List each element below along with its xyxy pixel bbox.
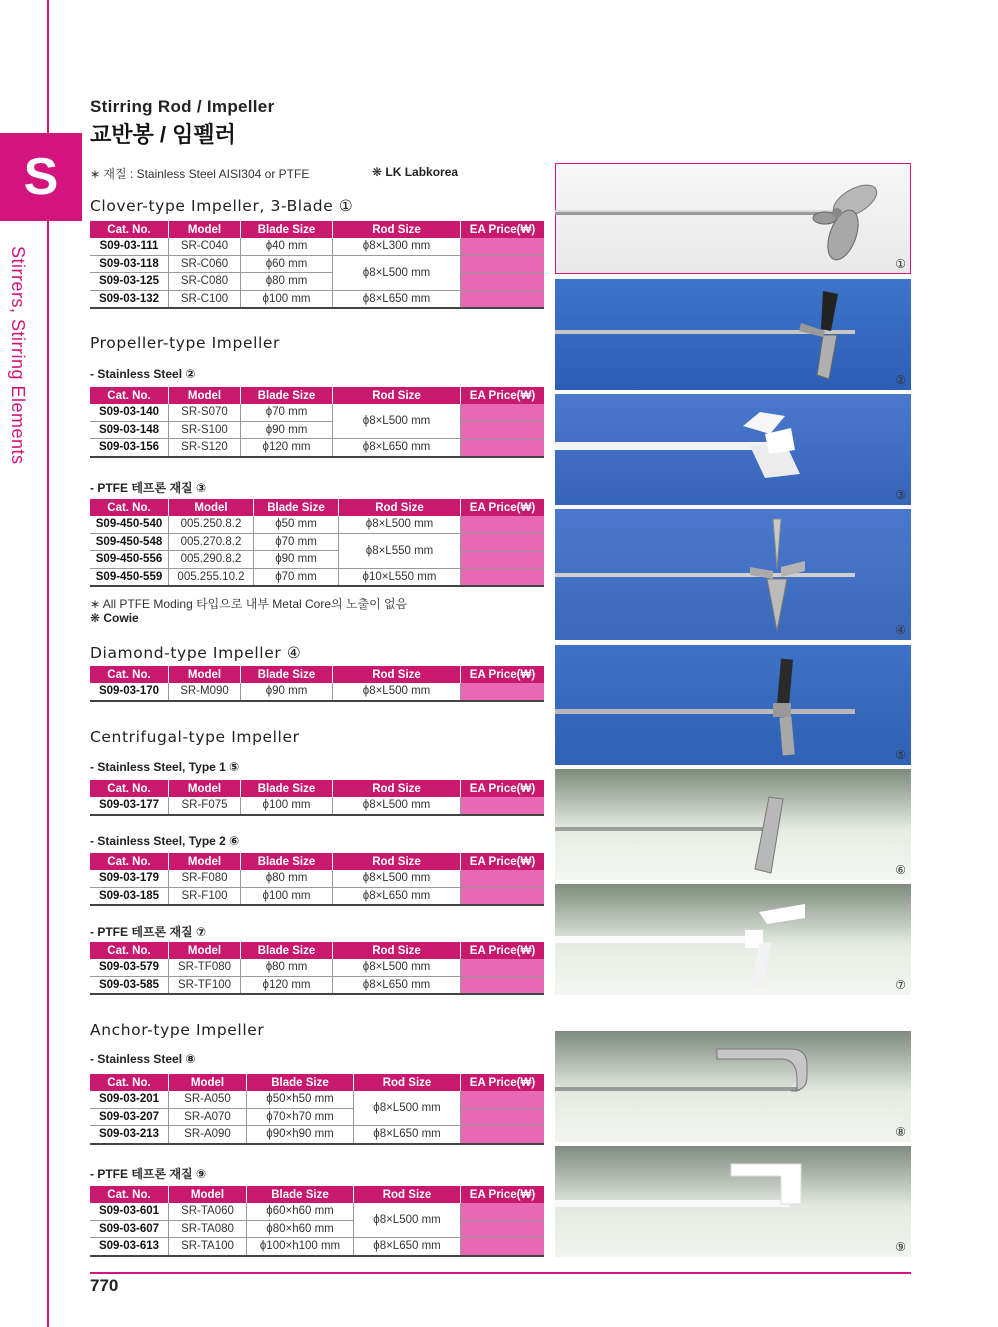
table-row: [90, 1126, 544, 1144]
blade-size: ϕ100 mm: [241, 887, 333, 905]
rod-size: ϕ8×L500 mm: [354, 1203, 461, 1238]
col-blade: Blade Size: [241, 853, 333, 870]
price: [461, 439, 545, 457]
table-row: [90, 404, 544, 421]
page-title-en: Stirring Rod / Impeller: [90, 97, 275, 116]
side-label: [7, 246, 47, 506]
col-rod: Rod Size: [333, 942, 461, 959]
cat-no: S09-450-548: [90, 533, 169, 551]
col-blade: Blade Size: [247, 1074, 354, 1091]
diamond-impeller-icon: [555, 645, 911, 765]
photo-propeller-ptfe: [555, 394, 911, 505]
section-diamond: Diamond-type Impeller ④: [90, 644, 302, 662]
col-model: Model: [169, 780, 241, 797]
rod-size: ϕ8×L500 mm: [333, 683, 461, 701]
blade-size: ϕ70 mm: [254, 533, 339, 551]
rod-size: ϕ8×L650 mm: [333, 887, 461, 905]
table-prop-ss: [90, 387, 544, 458]
blade-size: ϕ100 mm: [241, 797, 333, 815]
blade-size: ϕ90×h90 mm: [247, 1126, 354, 1144]
cat-no: S09-03-585: [90, 976, 169, 994]
photo-number: ⑤: [895, 748, 906, 762]
photo-number: ⑨: [895, 1240, 906, 1254]
price: [461, 1203, 545, 1220]
model: SR-TF080: [169, 959, 241, 976]
subsection-cent-ss2: - Stainless Steel, Type 2 ⑥: [90, 834, 240, 848]
cat-no: S09-03-148: [90, 421, 169, 439]
model: SR-A070: [169, 1108, 247, 1126]
price: [461, 568, 545, 586]
table-row: [90, 887, 544, 905]
col-model: Model: [169, 853, 241, 870]
price: [461, 255, 545, 273]
cat-no: S09-03-140: [90, 404, 169, 421]
col-price: EA Price(₩): [461, 666, 545, 683]
photo-number: ⑧: [895, 1125, 906, 1139]
blade-size: ϕ100×h100 mm: [247, 1238, 354, 1256]
model: SR-TA060: [169, 1203, 247, 1220]
col-model: Model: [169, 499, 254, 516]
col-price: EA Price(₩): [461, 853, 545, 870]
model: SR-TA080: [169, 1220, 247, 1238]
table-row: [90, 1203, 544, 1220]
table-row: [90, 568, 544, 586]
table-row: [90, 551, 544, 569]
table-prop-ptfe: [90, 499, 544, 587]
photo-anchor-ptfe: [555, 1146, 911, 1257]
blade-size: ϕ120 mm: [241, 976, 333, 994]
table-row: [90, 533, 544, 551]
price: [461, 1220, 545, 1238]
cat-no: S09-03-177: [90, 797, 169, 815]
subsection-cent-ss1: - Stainless Steel, Type 1 ⑤: [90, 760, 240, 774]
table-row: [90, 273, 544, 291]
col-rod: Rod Size: [333, 853, 461, 870]
col-cat: Cat. No.: [90, 853, 169, 870]
propeller-impeller-icon: [555, 279, 911, 390]
blade-size: ϕ70 mm: [254, 568, 339, 586]
model: SR-TA100: [169, 1238, 247, 1256]
col-cat: Cat. No.: [90, 1186, 169, 1203]
table-row: [90, 238, 544, 255]
photo-propeller-ss: [555, 279, 911, 390]
col-blade: Blade Size: [241, 666, 333, 683]
rod-size: ϕ8×L650 mm: [333, 290, 461, 308]
rod-size: ϕ8×L500 mm: [333, 870, 461, 887]
col-rod: Rod Size: [339, 499, 461, 516]
col-rod: Rod Size: [333, 221, 461, 238]
table-row: [90, 290, 544, 308]
col-price: EA Price(₩): [461, 221, 545, 238]
section-centrifugal: Centrifugal-type Impeller: [90, 728, 300, 746]
cat-no: S09-450-556: [90, 551, 169, 569]
col-rod: Rod Size: [354, 1074, 461, 1091]
price: [461, 273, 545, 291]
table-row: [90, 421, 544, 439]
col-rod: Rod Size: [354, 1186, 461, 1203]
material-note: ∗ 재질 : Stainless Steel AISI304 or PTFE: [90, 167, 310, 181]
price: [461, 1238, 545, 1256]
rod-size: ϕ8×L650 mm: [333, 439, 461, 457]
col-cat: Cat. No.: [90, 942, 169, 959]
table-cent-ptfe: [90, 942, 544, 995]
model: SR-F100: [169, 887, 241, 905]
model: 005.255.10.2: [169, 568, 254, 586]
rod-size: ϕ8×L500 mm: [333, 959, 461, 976]
col-cat: Cat. No.: [90, 221, 169, 238]
rod-size: ϕ10×L550 mm: [339, 568, 461, 586]
col-model: Model: [169, 221, 241, 238]
cat-no: S09-03-118: [90, 255, 169, 273]
model: SR-C080: [169, 273, 241, 291]
section-anchor: Anchor-type Impeller: [90, 1021, 265, 1039]
col-cat: Cat. No.: [90, 1074, 169, 1091]
blade-size: ϕ70 mm: [241, 404, 333, 421]
blade-size: ϕ80 mm: [241, 870, 333, 887]
model: SR-F080: [169, 870, 241, 887]
blade-size: ϕ80×h60 mm: [247, 1220, 354, 1238]
photo-centrifugal-ptfe: [555, 884, 911, 995]
col-model: Model: [169, 1074, 247, 1091]
col-price: EA Price(₩): [461, 1074, 545, 1091]
photo-anchor-ss: [555, 1031, 911, 1142]
cat-no: S09-03-111: [90, 238, 169, 255]
section-propeller: Propeller-type Impeller: [90, 334, 281, 352]
table-row: [90, 1220, 544, 1238]
photo-clover-impeller: [555, 163, 911, 274]
blade-size: ϕ60×h60 mm: [247, 1203, 354, 1220]
photo-number: ②: [895, 373, 906, 387]
model: SR-S120: [169, 439, 241, 457]
rod-size: ϕ8×L650 mm: [354, 1126, 461, 1144]
photo-centrifugal-ss: [555, 769, 911, 880]
model: SR-F075: [169, 797, 241, 815]
blade-size: ϕ40 mm: [241, 238, 333, 255]
rod-size: ϕ8×L500 mm: [339, 516, 461, 533]
col-cat: Cat. No.: [90, 499, 169, 516]
price: [461, 1091, 545, 1108]
col-rod: Rod Size: [333, 780, 461, 797]
price: [461, 533, 545, 551]
table-cent-ss1: [90, 780, 544, 816]
col-rod: Rod Size: [333, 387, 461, 404]
cat-no: S09-03-132: [90, 290, 169, 308]
col-blade: Blade Size: [241, 221, 333, 238]
cat-no: S09-03-579: [90, 959, 169, 976]
anchor-impeller-icon: [555, 1031, 911, 1142]
col-cat: Cat. No.: [90, 666, 169, 683]
table-row: [90, 1108, 544, 1126]
cat-no: S09-03-613: [90, 1238, 169, 1256]
rod-size: ϕ8×L300 mm: [333, 238, 461, 255]
photo-number: ③: [895, 488, 906, 502]
price: [461, 683, 545, 701]
price: [461, 959, 545, 976]
price: [461, 797, 545, 815]
col-price: EA Price(₩): [461, 387, 545, 404]
centrifugal-ptfe-icon: [555, 884, 911, 995]
photo-number: ①: [895, 257, 906, 271]
col-cat: Cat. No.: [90, 780, 169, 797]
anchor-ptfe-icon: [555, 1146, 911, 1257]
col-price: EA Price(₩): [461, 1186, 545, 1203]
price: [461, 551, 545, 569]
blade-size: ϕ90 mm: [241, 683, 333, 701]
rod-size: ϕ8×L650 mm: [333, 976, 461, 994]
price: [461, 1126, 545, 1144]
table-cent-ss2: [90, 853, 544, 906]
col-blade: Blade Size: [254, 499, 339, 516]
cat-no: S09-03-170: [90, 683, 169, 701]
photo-propeller-ptfe-2: [555, 509, 911, 640]
col-model: Model: [169, 1186, 247, 1203]
model: SR-TF100: [169, 976, 241, 994]
col-blade: Blade Size: [241, 780, 333, 797]
rod-size: ϕ8×L500 mm: [354, 1091, 461, 1126]
blade-size: ϕ80 mm: [241, 273, 333, 291]
photo-number: ⑦: [895, 978, 906, 992]
col-cat: Cat. No.: [90, 387, 169, 404]
price: [461, 421, 545, 439]
cat-no: S09-03-601: [90, 1203, 169, 1220]
col-blade: Blade Size: [241, 942, 333, 959]
page-title-ko: 교반봉 / 임펠러: [90, 122, 236, 147]
centrifugal-impeller-icon: [555, 769, 911, 880]
table-anchor-ss: [90, 1074, 544, 1145]
col-model: Model: [169, 666, 241, 683]
model: 005.250.8.2: [169, 516, 254, 533]
rod-size: ϕ8×L500 mm: [333, 404, 461, 439]
brand-labkorea: ❋ LK Labkorea: [372, 165, 459, 179]
ptfe-note: ∗ All PTFE Moding 타입으로 내부 Metal Core의 노출이 없음: [90, 597, 408, 611]
subsection-prop-ss: - Stainless Steel ②: [90, 367, 196, 381]
subsection-anchor-ss: - Stainless Steel ⑧: [90, 1052, 196, 1066]
rod-size: ϕ8×L650 mm: [354, 1238, 461, 1256]
subsection-cent-ptfe: - PTFE 테프론 재질 ⑦: [90, 925, 207, 939]
rod-size: ϕ8×L500 mm: [333, 797, 461, 815]
photo-diamond: [555, 645, 911, 765]
cat-no: S09-450-540: [90, 516, 169, 533]
col-model: Model: [169, 387, 241, 404]
price: [461, 516, 545, 533]
table-anchor-ptfe: [90, 1186, 544, 1257]
table-row: [90, 1091, 544, 1108]
table-row: [90, 797, 544, 815]
cat-no: S09-03-179: [90, 870, 169, 887]
model: SR-C040: [169, 238, 241, 255]
model: 005.270.8.2: [169, 533, 254, 551]
table-clover: [90, 221, 544, 309]
table-row: [90, 870, 544, 887]
cat-no: S09-03-213: [90, 1126, 169, 1144]
blade-size: ϕ80 mm: [241, 959, 333, 976]
section-clover: Clover-type Impeller, 3-Blade ①: [90, 197, 354, 215]
side-label-text: Stirrers, Stirring Elements: [8, 246, 28, 465]
model: 005.290.8.2: [169, 551, 254, 569]
model: SR-M090: [169, 683, 241, 701]
blade-size: ϕ50×h50 mm: [247, 1091, 354, 1108]
propeller-ptfe-icon: [555, 394, 911, 505]
cat-no: S09-03-201: [90, 1091, 169, 1108]
table-row: [90, 683, 544, 701]
blade-size: ϕ100 mm: [241, 290, 333, 308]
model: SR-C100: [169, 290, 241, 308]
col-price: EA Price(₩): [461, 499, 545, 516]
clover-impeller-icon: [555, 163, 911, 274]
blade-size: ϕ120 mm: [241, 439, 333, 457]
rod-size: ϕ8×L550 mm: [339, 533, 461, 568]
table-row: [90, 976, 544, 994]
table-row: [90, 1238, 544, 1256]
blade-size: ϕ50 mm: [254, 516, 339, 533]
col-blade: Blade Size: [241, 387, 333, 404]
price: [461, 887, 545, 905]
cat-no: S09-03-607: [90, 1220, 169, 1238]
price: [461, 290, 545, 308]
price: [461, 238, 545, 255]
model: SR-A050: [169, 1091, 247, 1108]
table-row: [90, 255, 544, 273]
table-row: [90, 439, 544, 457]
model: SR-S070: [169, 404, 241, 421]
model: SR-C060: [169, 255, 241, 273]
rod-size: ϕ8×L500 mm: [333, 255, 461, 290]
price: [461, 870, 545, 887]
table-row: [90, 516, 544, 533]
blade-size: ϕ90 mm: [254, 551, 339, 569]
col-price: EA Price(₩): [461, 942, 545, 959]
table-diamond: [90, 666, 544, 702]
subsection-anchor-ptfe: - PTFE 테프론 재질 ⑨: [90, 1167, 207, 1181]
photo-number: ④: [895, 623, 906, 637]
col-rod: Rod Size: [333, 666, 461, 683]
cat-no: S09-03-125: [90, 273, 169, 291]
blade-size: ϕ70×h70 mm: [247, 1108, 354, 1126]
cat-no: S09-03-156: [90, 439, 169, 457]
model: SR-A090: [169, 1126, 247, 1144]
photo-number: ⑥: [895, 863, 906, 877]
blade-size: ϕ60 mm: [241, 255, 333, 273]
bottom-rule: [90, 1272, 911, 1274]
price: [461, 1108, 545, 1126]
propeller-ss-icon: [555, 509, 911, 640]
page-number: 770: [90, 1276, 119, 1295]
col-blade: Blade Size: [247, 1186, 354, 1203]
price: [461, 404, 545, 421]
cat-no: S09-03-207: [90, 1108, 169, 1126]
brand-cowie: ❋ Cowie: [90, 611, 139, 625]
cat-no: S09-450-559: [90, 568, 169, 586]
col-model: Model: [169, 942, 241, 959]
price: [461, 976, 545, 994]
subsection-prop-ptfe: - PTFE 테프론 재질 ③: [90, 481, 207, 495]
cat-no: S09-03-185: [90, 887, 169, 905]
blade-size: ϕ90 mm: [241, 421, 333, 439]
col-price: EA Price(₩): [461, 780, 545, 797]
model: SR-S100: [169, 421, 241, 439]
section-tab: S: [0, 133, 82, 221]
table-row: [90, 959, 544, 976]
